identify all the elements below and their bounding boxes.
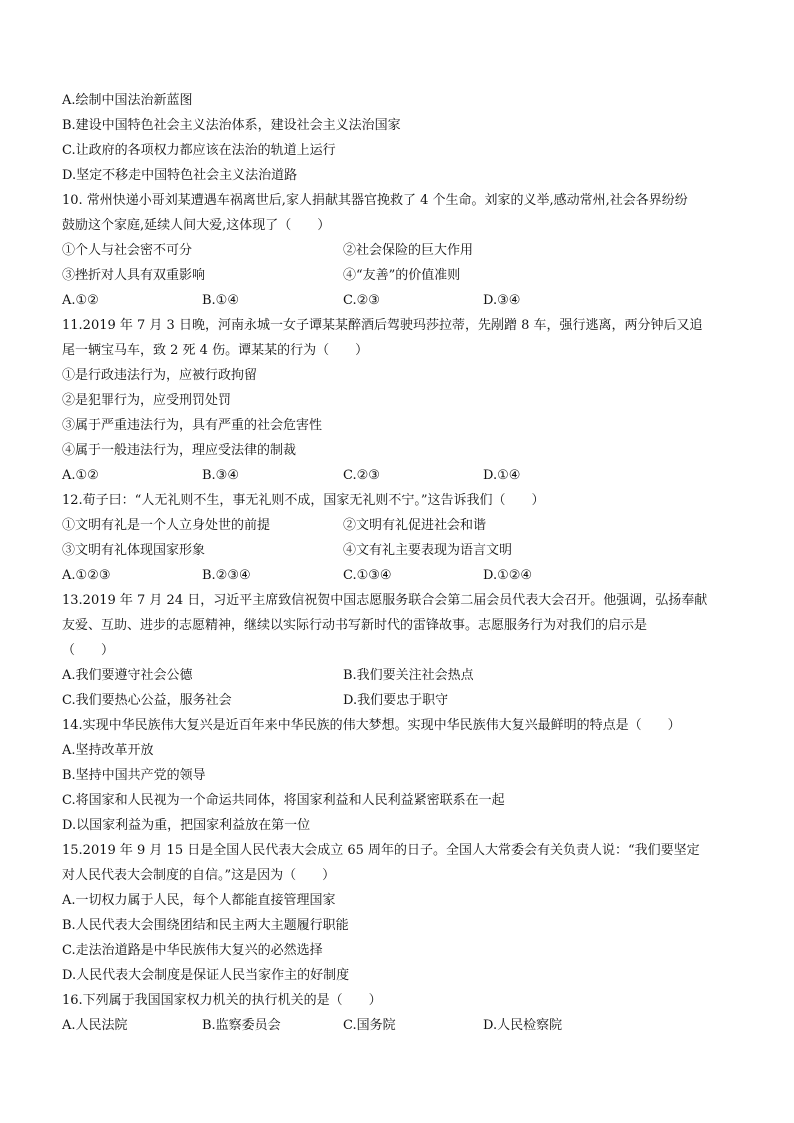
q15-choice-c: C.走法治道路是中华民族伟大复兴的必然选择 [62, 943, 323, 958]
question-16 [62, 988, 738, 1038]
q16-choice-b: B.监察委员会 [202, 1018, 281, 1033]
question-10 [62, 188, 738, 313]
q15-choice-d: D.人民代表大会制度是保证人民当家作主的好制度 [62, 968, 350, 983]
q16-choices-row [62, 1013, 738, 1038]
q16-choice-a: A.人民法院 [62, 1018, 128, 1033]
q11-item-1: ①是行政违法行为，应被行政拘留 [62, 368, 258, 383]
q12-item-2: ②文明有礼促进社会和谐 [343, 518, 487, 533]
q15-choice-b: B.人民代表大会围绕团结和民主两大主题履行职能 [62, 918, 349, 933]
q10-item-2: ②社会保险的巨大作用 [343, 243, 474, 258]
q13-choice-c: C.我们要热心公益，服务社会 [62, 693, 232, 708]
q12-choices-row [62, 563, 738, 588]
question-9-options [62, 88, 738, 188]
q13-choices-row [62, 688, 738, 713]
q11-choice-c: C.②③ [343, 468, 380, 483]
q13-choice-a: A.我们要遵守社会公德 [62, 668, 193, 683]
q9-option-a: A.绘制中国法治新蓝图 [62, 93, 193, 108]
q13-stem-line: （ ） [62, 643, 115, 658]
q10-items-row [62, 263, 738, 288]
q12-choice-c: C.①③④ [343, 568, 392, 583]
q10-choice-b: B.①④ [202, 293, 239, 308]
q11-stem-line: 11.2019 年 7 月 3 日晚，河南永城一女子谭某某醉酒后驾驶玛莎拉蒂，先剐蹭 8 车，强行逃离，两分钟后又追 [62, 318, 703, 333]
q16-stem-line: 16.下列属于我国国家权力机关的执行机关的是（ ） [62, 993, 382, 1008]
q9-option-b: B.建设中国特色社会主义法治体系，建设社会主义法治国家 [62, 118, 401, 133]
q14-choice-c: C.将国家和人民视为一个命运共同体，将国家利益和人民利益紧密联系在一起 [62, 793, 505, 808]
q11-item-4: ④属于一般违法行为，理应受法律的制裁 [62, 443, 297, 458]
q9-option-d: D.坚定不移走中国特色社会主义法治道路 [62, 168, 298, 183]
q10-stem-line: 10. 常州快递小哥刘某遭遇车祸离世后,家人捐献其器官挽救了 4 个生命。刘家的义举,感动常州,社会各界纷纷 [62, 193, 688, 208]
q13-stem-line: 13.2019 年 7 月 24 日，习近平主席致信祝贺中国志愿服务联合会第二届会员代表大会召开。他强调，弘扬奉献 [62, 593, 708, 608]
q12-choice-b: B.②③④ [202, 568, 251, 583]
q12-item-1: ①文明有礼是一个人立身处世的前提 [62, 518, 271, 533]
exam-page [62, 88, 738, 1038]
q10-choices-row [62, 288, 738, 313]
q12-stem-line: 12.荀子曰：“人无礼则不生，事无礼则不成，国家无礼则不宁。”这告诉我们（ ） [62, 493, 545, 508]
q12-item-4: ④文有礼主要表现为语言文明 [343, 543, 513, 558]
question-15 [62, 838, 738, 988]
q11-choice-d: D.①④ [483, 468, 521, 483]
q14-choice-b: B.坚持中国共产党的领导 [62, 768, 206, 783]
q10-items-row [62, 238, 738, 263]
question-11 [62, 313, 738, 488]
q14-choice-d: D.以国家利益为重，把国家利益放在第一位 [62, 818, 311, 833]
q13-choice-d: D.我们要忠于职守 [343, 693, 449, 708]
q14-choice-a: A.坚持改革开放 [62, 743, 154, 758]
q10-choice-a: A.①② [62, 293, 99, 308]
q11-choice-b: B.③④ [202, 468, 239, 483]
q12-item-3: ③文明有礼体现国家形象 [62, 543, 206, 558]
question-14 [62, 713, 738, 838]
q15-stem-line: 15.2019 年 9 月 15 日是全国人民代表大会成立 65 周年的日子。全国人大常委会有关负责人说：“我们要坚定 [62, 843, 700, 858]
q12-choice-a: A.①②③ [62, 568, 111, 583]
q13-choices-row [62, 663, 738, 688]
q12-items-row [62, 513, 738, 538]
q16-choice-d: D.人民检察院 [483, 1018, 563, 1033]
q12-items-row [62, 538, 738, 563]
q10-stem-line: 鼓励这个家庭,延续人间大爱,这体现了（ ） [62, 218, 331, 233]
q11-item-3: ③属于严重违法行为，具有严重的社会危害性 [62, 418, 323, 433]
q9-option-c: C.让政府的各项权力都应该在法治的轨道上运行 [62, 143, 336, 158]
q10-item-4: ④“友善”的价值准则 [343, 268, 461, 283]
q10-choice-d: D.③④ [483, 293, 521, 308]
q10-choice-c: C.②③ [343, 293, 380, 308]
question-12 [62, 488, 738, 588]
q10-item-1: ①个人与社会密不可分 [62, 243, 193, 258]
q11-choice-a: A.①② [62, 468, 99, 483]
q13-choice-b: B.我们要关注社会热点 [343, 668, 474, 683]
q11-choices-row [62, 463, 738, 488]
q11-stem-line: 尾一辆宝马车，致 2 死 4 伤。谭某某的行为（ ） [62, 343, 369, 358]
q16-choice-c: C.国务院 [343, 1018, 396, 1033]
q11-item-2: ②是犯罪行为，应受刑罚处罚 [62, 393, 232, 408]
q14-stem-line: 14.实现中华民族伟大复兴是近百年来中华民族的伟大梦想。实现中华民族伟大复兴最鲜明的特点是（ ） [62, 718, 681, 733]
q15-choice-a: A.一切权力属于人民，每个人都能直接管理国家 [62, 893, 336, 908]
question-13 [62, 588, 738, 713]
q10-item-3: ③挫折对人具有双重影响 [62, 268, 206, 283]
q12-choice-d: D.①②④ [483, 568, 533, 583]
q15-stem-line: 对人民代表大会制度的自信。”这是因为（ ） [62, 868, 336, 883]
q13-stem-line: 友爱、互助、进步的志愿精神，继续以实际行动书写新时代的雷锋故事。志愿服务行为对我们的启示是 [62, 618, 648, 633]
